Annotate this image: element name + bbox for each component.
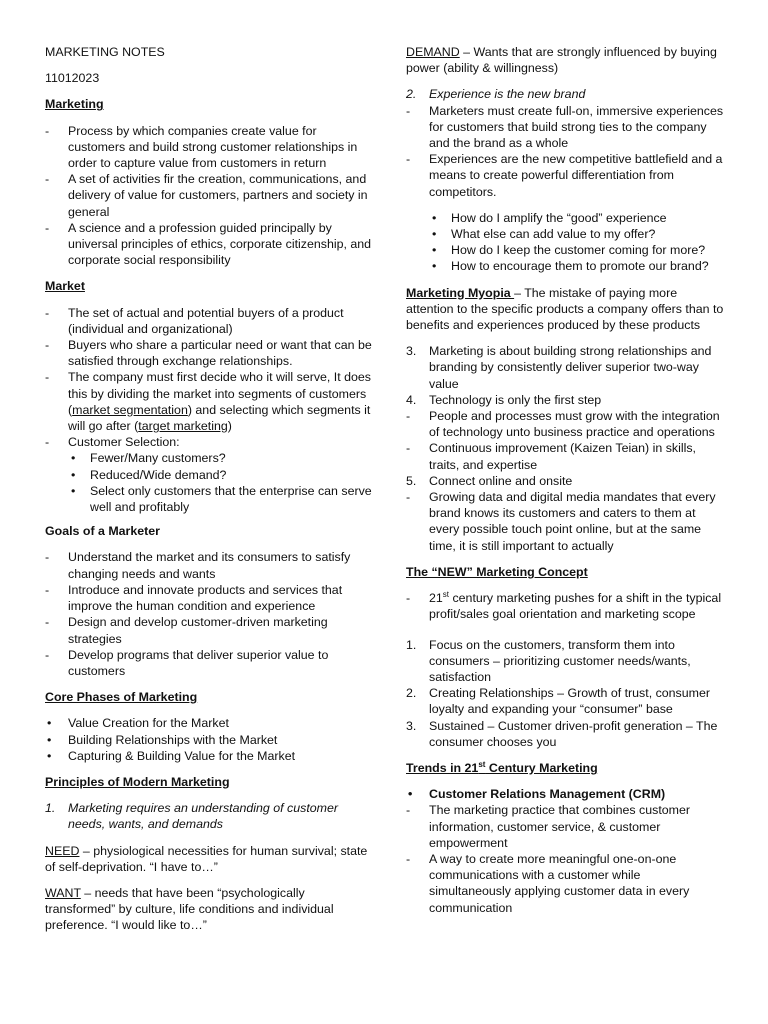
list-text: Marketing requires an understanding of customer needs, wants, and demands (68, 801, 338, 832)
list-number: 5. (406, 473, 417, 488)
list-item: - A science and a profession guided principally by universal principles of ethics, corporate citizenship, and corporate social responsibility (45, 220, 375, 269)
need-definition (45, 843, 375, 875)
list-item: - The set of actual and potential buyers of a product (individual and organizational) (45, 305, 375, 337)
want-text: – needs that have been “psychologically transformed” by culture, life conditions and individual preference. “I would like to…” (45, 885, 334, 933)
list-subitem: • How do I amplify the “good” experience (406, 210, 724, 226)
target-marketing-term: target marketing (138, 419, 228, 434)
list-item (406, 637, 724, 686)
list-item: - Growing data and digital media mandates that every brand knows its customers and caters to them at every possible touch point online, but at the same time, it is still important to actually (406, 489, 724, 554)
list-number: 1. (45, 801, 56, 816)
core-phases-list (45, 715, 375, 764)
myopia-text: – The mistake of paying more attention to the specific products a company offers than to benefits and experiences produced by these products (406, 285, 724, 333)
market-list (45, 305, 375, 516)
list-text: Marketing is about building strong relationships and branding by consistently deliver superior two-way value (429, 344, 712, 391)
list-number: 1. (406, 637, 417, 652)
list-text: 21 (429, 591, 443, 606)
principles-heading: Principles of Modern Marketing (45, 774, 230, 789)
list-number: 3. (406, 718, 417, 733)
list-item (406, 590, 724, 622)
experience-questions (406, 210, 724, 275)
list-number: 2. (406, 686, 417, 701)
right-column (406, 44, 724, 926)
left-column (45, 44, 375, 944)
heading-text: Century Marketing (485, 760, 598, 775)
marketing-heading: Marketing (45, 97, 104, 112)
list-item: - A way to create more meaningful one-on-one communications with a customer while simultaneously applying customer data in every communication (406, 851, 724, 916)
list-item (406, 473, 724, 489)
trends-list (406, 786, 724, 916)
list-item (406, 86, 724, 102)
list-number: 4. (406, 392, 417, 407)
need-term: NEED (45, 843, 80, 858)
market-heading: Market (45, 279, 85, 294)
list-item: - The marketing practice that combines customer information, customer service, & customer empowerment (406, 802, 724, 851)
list-number: 2. (406, 87, 417, 102)
list-item: - Develop programs that deliver superior value to customers (45, 647, 375, 679)
document-date: 11012023 (45, 71, 100, 86)
new-concept-heading: The “NEW” Marketing Concept (406, 564, 588, 579)
list-item (406, 718, 724, 750)
principles-list (45, 800, 375, 832)
list-item (45, 800, 375, 832)
list-text: Technology is only the first step (429, 392, 602, 407)
goals-heading: Goals of a Marketer (45, 524, 161, 539)
list-item: - A set of activities fir the creation, communications, and delivery of value for customers, partners and society in general (45, 171, 375, 220)
experience-list (406, 86, 724, 199)
list-text: Connect online and onsite (429, 473, 573, 488)
list-text: ) (227, 419, 232, 434)
goals-list (45, 549, 375, 679)
marketing-list (45, 123, 375, 269)
list-subitem: • Fewer/Many customers? (45, 450, 375, 466)
list-text: century marketing pushes for a shift in the typical profit/sales goal orientation and marketing scope (429, 591, 722, 622)
list-text: Sustained – Customer driven-profit generation – The consumer chooses you (429, 718, 718, 749)
list-subitem: • How to encourage them to promote our brand? (406, 258, 724, 274)
list-text: Focus on the customers, transform them into consumers – prioritizing customer needs/wants, satisfaction (429, 637, 691, 684)
demand-definition (406, 44, 724, 76)
list-item: - Process by which companies create value for customers and build strong customer relationships in order to capture value from customers in return (45, 123, 375, 172)
list-item: - Customer Selection: (45, 434, 375, 450)
list-text: ) and selecting which segments it will go after ( (68, 402, 371, 434)
list-subitem: • Select only customers that the enterprise can serve well and profitably (45, 483, 375, 515)
list-subitem: • What else can add value to my offer? (406, 226, 724, 242)
list-number: 3. (406, 344, 417, 359)
demand-text: – Wants that are strongly influenced by buying power (ability & willingness) (406, 45, 717, 76)
list-item: - Understand the market and its consumers to satisfy changing needs and wants (45, 549, 375, 581)
list-item: - Introduce and innovate products and services that improve the human condition and experience (45, 582, 375, 614)
list-item (406, 392, 724, 408)
list-text: The company must first decide who it will serve, It does this by dividing the market into segments of customers ( (68, 370, 372, 417)
heading-text: Trends in 21 (406, 760, 479, 775)
document-title: MARKETING NOTES (45, 45, 165, 59)
market-segmentation-term: market segmentation (72, 402, 188, 417)
list-item: - Marketers must create full-on, immersive experiences for customers that build strong ties to the company and the brand as a whole (406, 103, 724, 152)
list-item: - People and processes must grow with the integration of technology unto business practice and operations (406, 408, 724, 440)
list-item: • Building Relationships with the Market (45, 732, 375, 748)
list-text: Creating Relationships – Growth of trust, consumer loyalty and expanding your “consumer” base (429, 686, 710, 717)
list-item (406, 343, 724, 392)
new-concept-intro (406, 590, 724, 622)
demand-term: DEMAND (406, 45, 460, 59)
myopia-term: Marketing Myopia (406, 285, 515, 300)
superscript: st (478, 759, 486, 769)
experience-heading: Experience is the new brand (429, 87, 586, 102)
crm-heading: • Customer Relations Management (CRM) (406, 786, 724, 802)
core-phases-heading: Core Phases of Marketing (45, 690, 198, 705)
list-item: • Value Creation for the Market (45, 715, 375, 731)
list-item: • Capturing & Building Value for the Market (45, 748, 375, 764)
want-term: WANT (45, 885, 81, 900)
list-item: - Experiences are the new competitive battlefield and a means to create powerful differentiation from competitors. (406, 151, 724, 200)
new-concept-list (406, 637, 724, 750)
list-subitem: • Reduced/Wide demand? (45, 467, 375, 483)
need-text: – physiological necessities for human survival; state of self-deprivation. “I have to…” (45, 843, 368, 874)
principles-continued-list (406, 343, 724, 554)
myopia-definition (406, 285, 724, 334)
list-subitem: • How do I keep the customer coming for more? (406, 242, 724, 258)
list-item (406, 685, 724, 717)
want-definition (45, 885, 375, 934)
list-item: - Buyers who share a particular need or want that can be satisfied through exchange relationships. (45, 337, 375, 369)
trends-heading (406, 760, 724, 776)
superscript: st (442, 589, 450, 599)
list-item: - Continuous improvement (Kaizen Teian) in skills, traits, and expertise (406, 440, 724, 472)
list-item: - Design and develop customer-driven marketing strategies (45, 614, 375, 646)
list-item (45, 369, 375, 434)
